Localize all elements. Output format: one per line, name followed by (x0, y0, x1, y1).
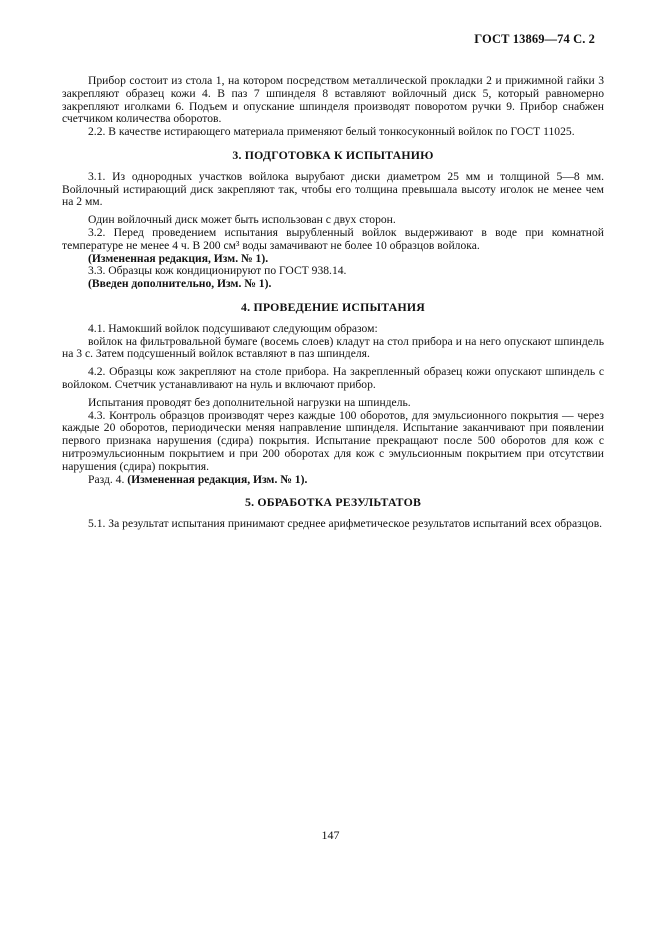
paragraph-3-1: 3.1. Из однородных участков войлока вырубают диски диаметром 25 мм и толщиной 5—8 мм. Войлочный истирающий диск закрепляют так, чтобы его толщина превышала высоту иголок не менее чем на 2 мм. (62, 169, 604, 209)
paragraph-2-2: 2.2. В качестве истирающего материала применяют белый тонкосуконный войлок по ГОСТ 11025. (88, 125, 575, 139)
paragraph-5-1: 5.1. За результат испытания принимают среднее арифметическое результатов испытаний всех образцов. (88, 517, 603, 531)
paragraph-4-1: 4.1. Намокший войлок подсушивают следующим образом: (88, 321, 378, 335)
paragraph-4-2-note: Испытания проводят без дополнительной нагрузки на шпиндель. (88, 395, 411, 409)
amendment-note-3-text: (Измененная редакция, Изм. № 1). (127, 472, 308, 486)
amendment-note-3 (62, 474, 604, 487)
section-heading-3: 3. ПОДГОТОВКА К ИСПЫТАНИЮ (232, 147, 434, 162)
paragraph-4-3: 4.3. Контроль образцов производят через каждые 100 оборотов, для эмульсионного покрытия — через каждые 20 оборотов, периодически меняя направление шпинделя. Испытание заканчивают при появлении первого признака нарушения (сдира) покрытия. Испытание прекращают после 500 оборотов для кож с нитроэмульсионным покрытием и при 200 оборотах для кож с эмульсионным покрытием при отсутствии нарушения (сдира) покрытия. (62, 408, 604, 473)
paragraph-3-2: 3.2. Перед проведением испытания вырубленный войлок выдерживают в воде при комнатной температуре не менее 4 ч. В 200 см³ воды замачивают не более 10 образцов войлока. (62, 225, 604, 252)
paragraph-4-2: 4.2. Образцы кож закрепляют на столе прибора. На закрепленный образец кожи опускают шпиндель с войлоком. Счетчик устанавливают на нуль и включают прибор. (62, 365, 604, 391)
section-heading-5: 5. ОБРАБОТКА РЕЗУЛЬТАТОВ (244, 495, 422, 510)
amendment-note-3-prefix: Разд. 4. (88, 472, 125, 486)
section-heading-4: 4. ПРОВЕДЕНИЕ ИСПЫТАНИЯ (241, 299, 425, 314)
paragraph-device-description: Прибор состоит из стола 1, на котором посредством металлической прокладки 2 и прижимной гайки 3 закрепляют образец кожи 4. В паз 7 шпинделя 8 вставляют войлочный диск 5, который равномерно закрепляют иголками 6. Подъем и опускание шпинделя производят поворотом ручки 9. Прибор снабжен счетчиком количества оборотов. (62, 74, 604, 126)
amendment-note-2: (Введен дополнительно, Изм. № 1). (88, 277, 272, 291)
document-body (62, 75, 604, 531)
page-number: 147 (321, 828, 340, 842)
paragraph-4-1-details: войлок на фильтровальной бумаге (восемь слоев) кладут на стол прибора и на него опускают шпиндель на 3 с. Затем подсушенный войлок вставляют в паз шпинделя. (62, 334, 604, 361)
amendment-note-1: (Измененная редакция, Изм. № 1). (88, 251, 269, 265)
page-header: ГОСТ 13869—74 С. 2 (474, 32, 595, 46)
paragraph-3-1-note: Один войлочный диск может быть использован с двух сторон. (88, 213, 396, 227)
paragraph-3-3: 3.3. Образцы кож кондиционируют по ГОСТ 938.14. (88, 264, 347, 278)
